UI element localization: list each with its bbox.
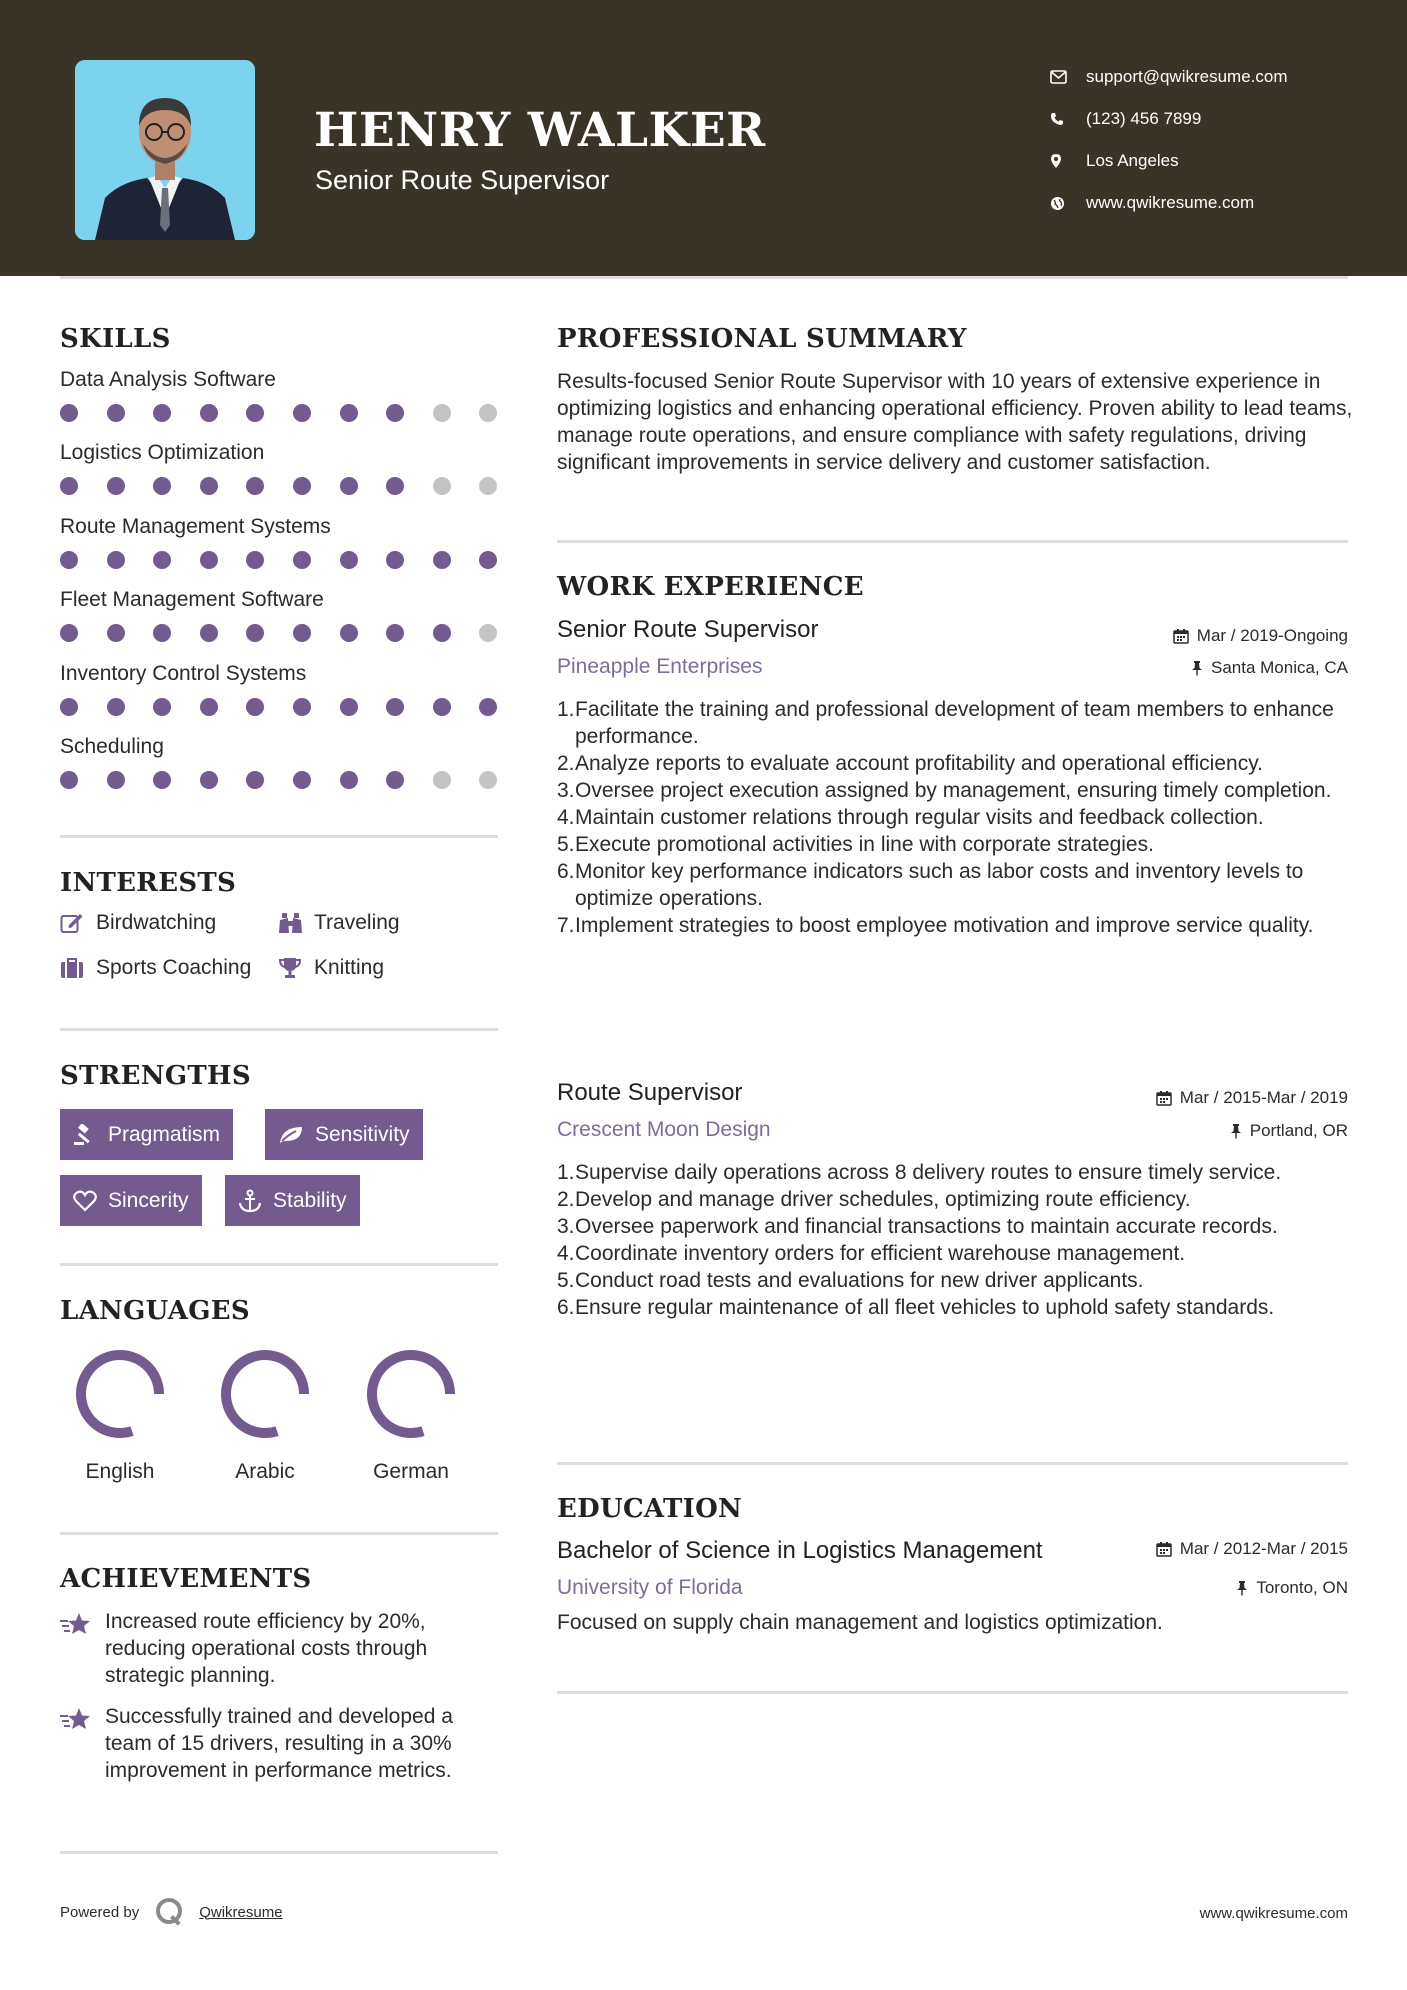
rating-dot-filled [200, 698, 218, 716]
contact-location-text: Los Angeles [1086, 151, 1179, 170]
summary-divider [557, 540, 1348, 543]
education-heading: EDUCATION [557, 1494, 743, 1524]
language-level-arc [226, 1355, 304, 1433]
map-pin-icon [1050, 153, 1086, 169]
skill-item [60, 515, 500, 571]
rating-dot-filled [293, 624, 311, 642]
education-location-text: Toronto, ON [1256, 1578, 1348, 1597]
rating-dot-filled [340, 624, 358, 642]
rating-dot-filled [479, 698, 497, 716]
rating-dot-filled [479, 551, 497, 569]
skill-item [60, 441, 500, 497]
pushpin-icon [1236, 1580, 1248, 1596]
job-dates-text: Mar / 2019-Ongoing [1196, 626, 1348, 645]
education-dates-text: Mar / 2012-Mar / 2015 [1179, 1539, 1348, 1558]
language-level-arc [372, 1355, 450, 1433]
phone-icon [1050, 112, 1086, 126]
skills-heading: SKILLS [60, 324, 171, 354]
rating-dot-filled [386, 698, 404, 716]
achievement-item [60, 1608, 500, 1689]
rating-dot-filled [200, 477, 218, 495]
language-label: German [373, 1460, 449, 1483]
rating-dot-filled [340, 477, 358, 495]
globe-icon [1050, 196, 1086, 211]
rating-dot-filled [433, 698, 451, 716]
rating-dot-filled [153, 624, 171, 642]
rating-dot-filled [340, 551, 358, 569]
footer-website[interactable]: www.qwikresume.com [1199, 1905, 1348, 1922]
list-item: 3. Oversee project execution assigned by management, ensuring timely completion. [557, 779, 1332, 802]
rating-dot-filled [107, 404, 125, 422]
contact-phone[interactable] [1050, 98, 1288, 140]
list-item: 2. Analyze reports to evaluate account profitability and operational efficiency. [557, 752, 1263, 775]
experience-divider [557, 1462, 1348, 1465]
rating-dot-filled [340, 404, 358, 422]
job-location [1230, 1121, 1348, 1141]
calendar-icon [1156, 1541, 1172, 1557]
summary-text: Results-focused Senior Route Supervisor with 10 years of extensive experience in optimizing logistics and enhancing operational efficiency. Proven ability to lead teams, manage route operations, and ensure compliance with safety regulations, driving significant improvements in service delivery and customer satisfaction. [557, 370, 1353, 474]
rating-dot-filled [246, 771, 264, 789]
languages-heading: LANGUAGES [60, 1296, 250, 1326]
interest-item-traveling [278, 911, 400, 935]
interests-heading: INTERESTS [60, 868, 237, 898]
experience-heading: WORK EXPERIENCE [557, 572, 864, 602]
leaf-icon [278, 1125, 304, 1145]
achievement-item [60, 1703, 500, 1784]
job-title: Senior Route Supervisor [557, 616, 819, 643]
skill-rating [60, 477, 500, 497]
skill-item [60, 368, 500, 424]
calendar-icon [1156, 1090, 1172, 1106]
interest-label: Traveling [314, 911, 400, 934]
rating-dot-empty [479, 477, 497, 495]
skill-item [60, 588, 500, 644]
language-arabic [210, 1348, 320, 1484]
strength-label: Pragmatism [108, 1122, 221, 1146]
achievement-text: Successfully trained and developed a team of 15 drivers, resulting in a 30% improvement in performance metrics. [105, 1705, 453, 1782]
rating-dot-filled [293, 477, 311, 495]
skill-name: Route Management Systems [60, 514, 331, 538]
interest-item-knitting [278, 956, 384, 980]
binoculars-icon [278, 912, 314, 934]
rating-dot-filled [60, 771, 78, 789]
trophy-icon [278, 957, 314, 979]
rating-dot-filled [60, 698, 78, 716]
candidate-name: HENRY WALKER [314, 103, 766, 158]
rating-dot-filled [107, 551, 125, 569]
language-label: Arabic [235, 1460, 295, 1483]
interest-label: Birdwatching [96, 911, 217, 934]
rating-dot-empty [433, 771, 451, 789]
list-item: 4. Coordinate inventory orders for efficient warehouse management. [557, 1242, 1186, 1265]
strength-label: Sincerity [108, 1188, 189, 1212]
list-item: 3. Oversee paperwork and financial transactions to maintain accurate records. [557, 1215, 1278, 1238]
rating-dot-filled [340, 698, 358, 716]
achievement-text: Increased route efficiency by 20%, reducing operational costs through strategic planning. [105, 1610, 428, 1687]
job-dates [1173, 626, 1348, 646]
contact-website-text: www.qwikresume.com [1086, 193, 1255, 212]
star-icon [60, 1608, 105, 1689]
skill-name: Fleet Management Software [60, 588, 324, 612]
rating-dot-filled [433, 624, 451, 642]
education-description: Focused on supply chain management and logistics optimization. [557, 1611, 1163, 1634]
strength-label: Sensitivity [315, 1122, 410, 1146]
interests-divider [60, 1028, 498, 1031]
rating-dot-filled [293, 551, 311, 569]
interest-item-sports-coaching [60, 956, 251, 980]
language-german [356, 1348, 466, 1484]
skill-rating [60, 404, 500, 424]
skills-divider [60, 835, 498, 838]
rating-dot-empty [433, 477, 451, 495]
rating-dot-filled [386, 551, 404, 569]
list-item: 1. Facilitate the training and professional development of team members to enhance performance. [557, 698, 1334, 748]
skill-item [60, 735, 500, 791]
rating-dot-filled [386, 624, 404, 642]
job-location-text: Santa Monica, CA [1210, 658, 1348, 677]
pushpin-icon [1191, 660, 1203, 676]
education-divider [557, 1691, 1348, 1694]
rating-dot-filled [386, 477, 404, 495]
skill-name: Scheduling [60, 735, 164, 758]
rating-dot-filled [246, 624, 264, 642]
powered-by-text: Powered by [60, 1903, 140, 1921]
contact-phone-text: (123) 456 7899 [1086, 109, 1202, 128]
interest-label: Knitting [314, 956, 385, 979]
gavel-icon [73, 1124, 97, 1146]
envelope-icon [1050, 70, 1086, 84]
language-level-arc [81, 1355, 159, 1433]
rating-dot-filled [60, 404, 78, 422]
rating-dot-empty [479, 771, 497, 789]
education-dates [1156, 1539, 1348, 1559]
rating-dot-filled [200, 771, 218, 789]
rating-dot-filled [153, 404, 171, 422]
job-responsibilities [557, 1159, 1357, 1321]
skill-rating [60, 698, 500, 718]
qwikresume-logo-icon [155, 1897, 185, 1927]
skill-name: Inventory Control Systems [60, 661, 307, 685]
summary-heading: PROFESSIONAL SUMMARY [557, 324, 967, 354]
job-dates [1156, 1088, 1348, 1108]
briefcase-icon [60, 957, 96, 979]
job-dates-text: Mar / 2015-Mar / 2019 [1179, 1088, 1348, 1107]
interest-item-birdwatching [60, 911, 216, 935]
rating-dot-filled [293, 771, 311, 789]
contact-email[interactable] [1050, 56, 1288, 98]
rating-dot-empty [479, 624, 497, 642]
strength-badge-pragmatism [60, 1109, 233, 1160]
rating-dot-filled [246, 551, 264, 569]
strength-badge-sincerity [60, 1175, 202, 1226]
profile-photo [75, 60, 255, 240]
rating-dot-filled [60, 551, 78, 569]
skill-rating [60, 624, 500, 644]
qwikresume-link[interactable]: Qwikresume [199, 1903, 283, 1921]
list-item: 6. Ensure regular maintenance of all fleet vehicles to uphold safety standards. [557, 1296, 1275, 1319]
rating-dot-filled [386, 771, 404, 789]
contact-location [1050, 140, 1288, 182]
rating-dot-filled [386, 404, 404, 422]
star-icon [60, 1703, 105, 1784]
job-location [1191, 658, 1348, 678]
achievements-divider [60, 1851, 498, 1854]
anchor-icon [238, 1189, 262, 1213]
language-level-ring [219, 1348, 311, 1440]
strength-label: Stability [273, 1188, 347, 1212]
rating-dot-empty [479, 404, 497, 422]
header-divider [60, 276, 1348, 279]
rating-dot-filled [60, 624, 78, 642]
strength-badge-stability [225, 1175, 360, 1226]
footer-powered-by [60, 1897, 283, 1927]
rating-dot-filled [433, 551, 451, 569]
rating-dot-filled [153, 698, 171, 716]
rating-dot-filled [293, 698, 311, 716]
list-item: 5. Conduct road tests and evaluations for new driver applicants. [557, 1269, 1144, 1292]
rating-dot-filled [60, 477, 78, 495]
job-company: Crescent Moon Design [557, 1118, 771, 1141]
rating-dot-filled [107, 698, 125, 716]
language-level-ring [365, 1348, 457, 1440]
pushpin-icon [1230, 1123, 1242, 1139]
calendar-icon [1173, 628, 1189, 644]
languages-divider [60, 1532, 498, 1535]
skill-rating [60, 771, 500, 791]
rating-dot-filled [153, 477, 171, 495]
resume-header [0, 0, 1407, 276]
rating-dot-filled [153, 771, 171, 789]
rating-dot-filled [246, 404, 264, 422]
language-label: English [85, 1460, 155, 1483]
candidate-title: Senior Route Supervisor [315, 165, 610, 195]
rating-dot-filled [200, 624, 218, 642]
heart-icon [73, 1190, 97, 1212]
language-english [65, 1348, 175, 1484]
skill-item [60, 662, 500, 718]
rating-dot-filled [246, 698, 264, 716]
skill-rating [60, 551, 500, 571]
education-school: University of Florida [557, 1576, 743, 1599]
job-company: Pineapple Enterprises [557, 655, 763, 678]
rating-dot-filled [107, 477, 125, 495]
contact-website[interactable] [1050, 182, 1288, 224]
strengths-divider [60, 1263, 498, 1266]
rating-dot-filled [200, 404, 218, 422]
list-item: 6. Monitor key performance indicators such as labor costs and inventory levels to optimize operations. [557, 860, 1304, 910]
education-degree: Bachelor of Science in Logistics Management [557, 1537, 1043, 1564]
list-item: 2. Develop and manage driver schedules, optimizing route efficiency. [557, 1188, 1191, 1211]
rating-dot-filled [293, 404, 311, 422]
list-item: 1. Supervise daily operations across 8 delivery routes to ensure timely service. [557, 1161, 1282, 1184]
education-location [1236, 1578, 1348, 1598]
edit-icon [60, 912, 96, 934]
list-item: 7. Implement strategies to boost employee motivation and improve service quality. [557, 914, 1314, 937]
rating-dot-filled [246, 477, 264, 495]
strength-badge-sensitivity [265, 1109, 423, 1160]
rating-dot-filled [153, 551, 171, 569]
skill-name: Data Analysis Software [60, 368, 276, 391]
achievements-heading: ACHIEVEMENTS [60, 1564, 312, 1594]
skill-name: Logistics Optimization [60, 441, 265, 465]
rating-dot-filled [200, 551, 218, 569]
job-title: Route Supervisor [557, 1079, 743, 1106]
job-location-text: Portland, OR [1249, 1121, 1348, 1140]
list-item: 5. Execute promotional activities in line with corporate strategies. [557, 833, 1154, 856]
strengths-heading: STRENGTHS [60, 1061, 251, 1091]
language-level-ring [74, 1348, 166, 1440]
rating-dot-filled [107, 624, 125, 642]
rating-dot-empty [433, 404, 451, 422]
contact-email-text: support@qwikresume.com [1086, 67, 1288, 86]
list-item: 4. Maintain customer relations through regular visits and feedback collection. [557, 806, 1264, 829]
contact-list [1050, 56, 1288, 224]
interest-label: Sports Coaching [96, 956, 252, 979]
job-responsibilities [557, 696, 1357, 939]
rating-dot-filled [107, 771, 125, 789]
rating-dot-filled [340, 771, 358, 789]
